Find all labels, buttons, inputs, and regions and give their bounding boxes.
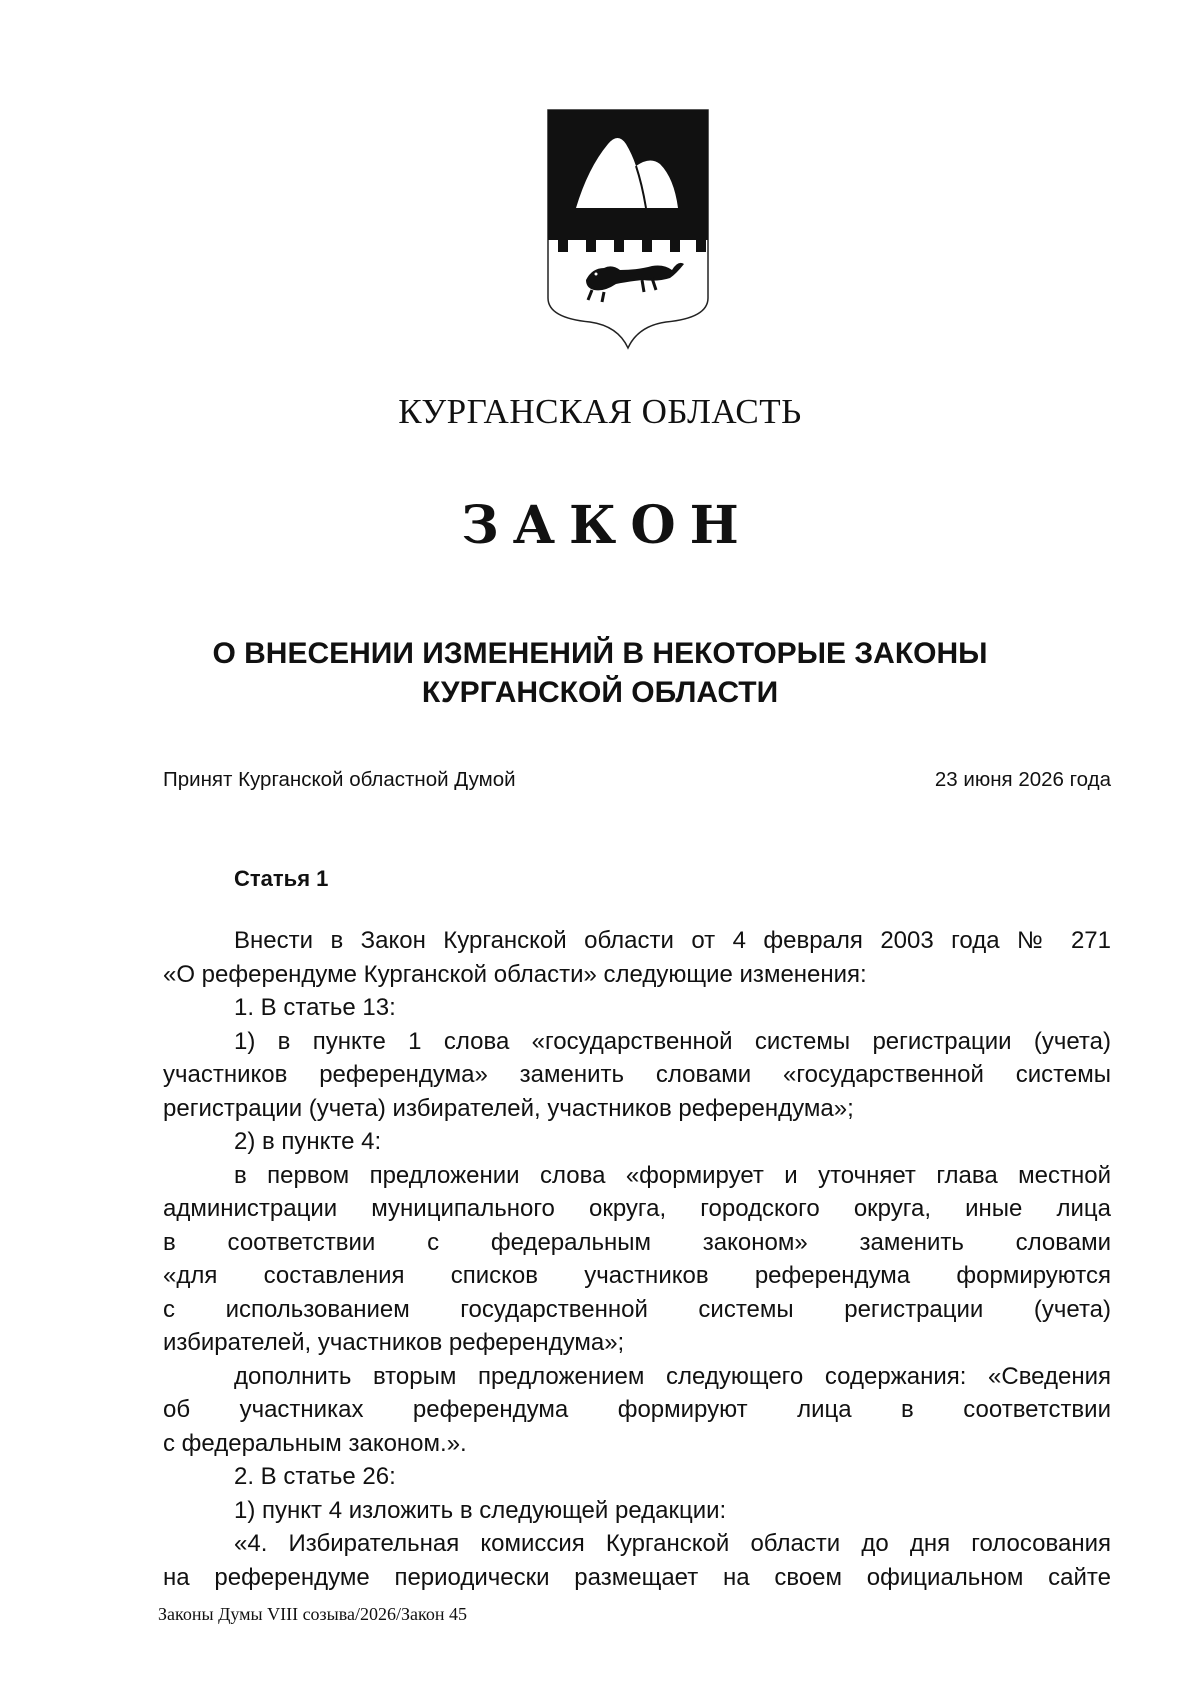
text-line: 1) пункт 4 изложить в следующей редакции:: [234, 1496, 727, 1524]
footer-reference: Законы Думы VIII созыва/2026/Закон 45: [158, 1604, 467, 1624]
text-line: в соответствии с федеральным законом» заменить словами: [163, 1228, 1111, 1256]
text-line: 1) в пункте 1 слова «государственной системы регистрации (учета): [234, 1027, 1111, 1055]
text-line: с федеральным законом.».: [163, 1429, 467, 1457]
text-line: на референдуме периодически размещает на своем официальном сайте: [163, 1563, 1111, 1591]
coat-of-arms-emblem: [546, 108, 710, 352]
text-line: 1. В статье 13:: [234, 994, 396, 1021]
adopted-by: Принят Курганской областной Думой: [163, 768, 516, 791]
text-line: избирателей, участников референдума»;: [163, 1329, 625, 1356]
text-line: Внести в Закон Курганской области от 4 февраля 2003 года № 271: [234, 927, 1111, 954]
adoption-info: [163, 768, 1111, 792]
text-line: участников референдума» заменить словами «государственной системы: [163, 1061, 1111, 1088]
document-type: ЗАКОН: [461, 495, 753, 556]
law-title-line: КУРГАНСКОЙ ОБЛАСТИ: [421, 676, 779, 709]
text-line: «4. Избирательная комиссия Курганской области до дня голосования: [234, 1530, 1111, 1557]
law-title: [0, 634, 1200, 712]
text-line: 2) в пункте 4:: [234, 1128, 382, 1155]
text-line: дополнить вторым предложением следующего содержания: «Сведения: [234, 1362, 1111, 1390]
text-line: «О референдуме Курганской области» следующие изменения:: [163, 960, 867, 988]
text-line: 2. В статье 26:: [234, 1463, 396, 1490]
adoption-date: 23 июня 2026 года: [934, 768, 1111, 791]
text-line: об участниках референдума формируют лица в соответствии: [163, 1396, 1111, 1423]
text-line: администрации муниципального округа, городского округа, иные лица: [163, 1195, 1111, 1222]
law-title-line: О ВНЕСЕНИИ ИЗМЕНЕНИЙ В НЕКОТОРЫЕ ЗАКОНЫ: [212, 637, 988, 670]
region-name: КУРГАНСКАЯ ОБЛАСТЬ: [398, 392, 802, 431]
text-line: «для составления списков участников референдума формируются: [163, 1262, 1111, 1289]
article-heading: Статья 1: [234, 866, 329, 891]
text-line: регистрации (учета) избирателей, участников референдума»;: [163, 1094, 854, 1122]
text-line: с использованием государственной системы регистрации (учета): [163, 1295, 1111, 1323]
article-body: [163, 924, 1111, 1594]
text-line: в первом предложении слова «формирует и уточняет глава местной: [234, 1161, 1111, 1189]
